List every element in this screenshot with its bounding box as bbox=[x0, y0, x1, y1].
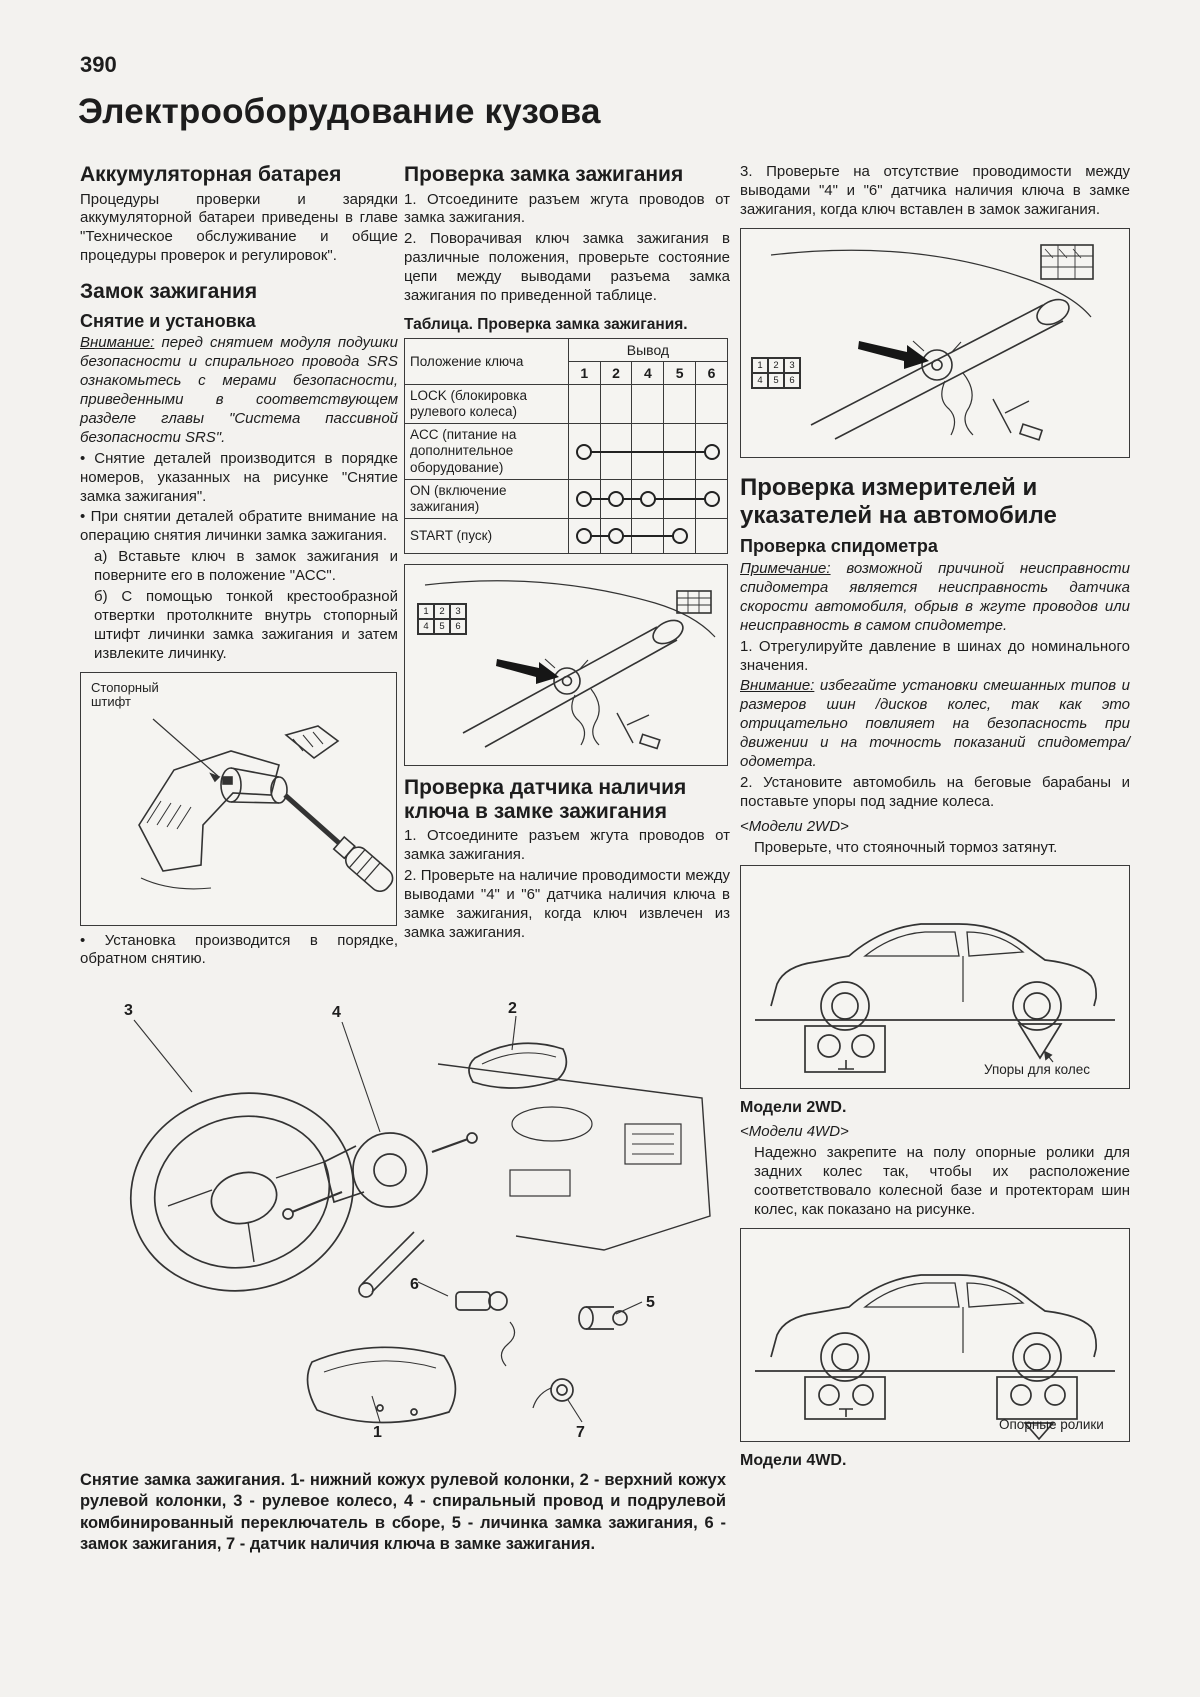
exploded-figure-caption: Снятие замка зажигания. 1- нижний кожух рулевой колонки, 2 - верхний кожух рулевой колонки, 3 - рулевое колесо, 4 - спиральный провод и подрулевой комбинированный переключатель в сборе, 5 - личинка замка зажигания, 6 - замок зажигания, 7 - датчик наличия ключа в замке зажигания. bbox=[80, 1471, 726, 1554]
stopper-pin-label: Стопорный штифт bbox=[91, 679, 159, 710]
sensor-step2: 2. Проверьте на наличие проводимости между выводами "4" и "6" датчика наличия ключа в замке зажигания, когда ключ извлечен из замка зажигания. bbox=[404, 866, 730, 941]
connector-pin: 1 bbox=[418, 604, 434, 619]
speedo-step1: 1. Отрегулируйте давление в шинах до номинального значения. bbox=[740, 637, 1130, 674]
connector-pin: 5 bbox=[434, 619, 450, 634]
terminal-dot bbox=[672, 528, 688, 544]
continuity-cell bbox=[600, 479, 632, 518]
continuity-cell bbox=[632, 519, 664, 554]
ignition-continuity-table bbox=[404, 338, 728, 554]
continuity-cell bbox=[696, 424, 728, 480]
part-number-4: 4 bbox=[332, 1004, 341, 1021]
continuity-cell bbox=[632, 479, 664, 518]
heading-speedo-check: Проверка спидометра bbox=[740, 536, 938, 557]
connector-pin: 3 bbox=[784, 358, 800, 373]
connector-pin: 6 bbox=[784, 373, 800, 388]
speedo-step2: 2. Установите автомобиль на беговые барабаны и поставьте упоры под задние колеса. bbox=[740, 773, 1130, 810]
terminal-header: 2 bbox=[600, 361, 632, 384]
warning-srs: Внимание: перед снятием модуля подушки безопасности и спирального провода SRS ознакомьтесь с мерами безопасности, приведенными в соответствующем разделе главы "Система пассивной безопасности SRS". bbox=[80, 334, 398, 446]
step-b: б) С помощью тонкой крестообразной отвертки протолкните внутрь стопорный штифт личинки замка зажигания и затем извлеките личинку. bbox=[94, 587, 398, 662]
terminal-header: 5 bbox=[664, 361, 696, 384]
continuity-cell bbox=[696, 479, 728, 518]
tag-2wd: <Модели 2WD> bbox=[740, 817, 849, 835]
terminal-dot bbox=[576, 528, 592, 544]
wheel-chocks-label: Упоры для колес bbox=[984, 1062, 1090, 1078]
part-number-5: 5 bbox=[646, 1294, 655, 1311]
warning-tires: Внимание: избегайте установки смешанных типов и размеров шин /дисков колес, так как это отрицательно повлияет на безопасность при движении и на точность показаний спидометра/одометра. bbox=[740, 677, 1130, 771]
figure-car-4wd bbox=[740, 1228, 1130, 1442]
connector-pinout bbox=[751, 357, 801, 389]
table-header-terminal-group: Вывод bbox=[568, 338, 727, 361]
continuity-cell bbox=[664, 519, 696, 554]
figure-lock-cylinder bbox=[80, 672, 397, 926]
terminal-header: 1 bbox=[568, 361, 600, 384]
heading-battery: Аккумуляторная батарея bbox=[80, 163, 342, 186]
bullet-install: • Установка производится в порядке, обратном снятию. bbox=[80, 931, 398, 968]
tag-4wd: <Модели 4WD> bbox=[740, 1123, 849, 1141]
column-middle bbox=[404, 163, 730, 945]
caption-2wd: Модели 2WD. bbox=[740, 1099, 847, 1117]
figure-steering-column-right bbox=[740, 228, 1130, 458]
continuity-cell bbox=[632, 424, 664, 480]
terminal-dot bbox=[576, 444, 592, 460]
support-rollers-label: Опорные ролики bbox=[999, 1416, 1104, 1432]
note-label: Примечание: bbox=[740, 560, 831, 578]
column-left bbox=[80, 163, 398, 971]
continuity-cell bbox=[568, 384, 600, 423]
rollers-note: Надежно закрепите на полу опорные ролики для задних колес так, чтобы их расположение соответствовало колесной базе и протекторам шин колес, как показано на рисунке. bbox=[754, 1144, 1130, 1219]
continuity-cell bbox=[696, 384, 728, 423]
heading-ignition-lock: Замок зажигания bbox=[80, 280, 258, 304]
continuity-cell bbox=[568, 424, 600, 480]
connector-pin: 2 bbox=[768, 358, 784, 373]
car-2wd-drawing bbox=[741, 866, 1129, 1088]
heading-lock-check: Проверка замка зажигания bbox=[404, 163, 684, 186]
figure-car-2wd bbox=[740, 865, 1130, 1089]
part-number-3: 3 bbox=[124, 1002, 133, 1019]
terminal-dot bbox=[608, 491, 624, 507]
connector-pin: 6 bbox=[450, 619, 466, 634]
warning-label: Внимание: bbox=[80, 334, 155, 352]
lock-check-step1: 1. Отсоедините разъем жгута проводов от замка зажигания. bbox=[404, 190, 730, 227]
connector-pin: 4 bbox=[418, 619, 434, 634]
figure-steering-column-middle bbox=[404, 564, 728, 766]
steering-column-drawing bbox=[741, 229, 1129, 457]
terminal-header: 6 bbox=[696, 361, 728, 384]
warning-label: Внимание: bbox=[740, 677, 815, 695]
table-row bbox=[405, 479, 728, 518]
battery-paragraph: Процедуры проверки и зарядки аккумуляторной батареи приведены в главе "Техническое обслуживание и общие процедуры проверок и регулировок". bbox=[80, 190, 398, 265]
terminal-dot bbox=[640, 491, 656, 507]
continuity-cell bbox=[568, 519, 600, 554]
page-title: Электрооборудование кузова bbox=[78, 92, 601, 131]
note-speedo: Примечание: возможной причиной неисправности спидометра является неисправность датчика скорости автомобиля, обрыв в жгуте проводов или неисправность в самом спидометре. bbox=[740, 560, 1130, 634]
step-a: а) Вставьте ключ в замок зажигания и поверните его в положение "АСС". bbox=[94, 548, 398, 585]
table-title: Таблица. Проверка замка зажигания. bbox=[404, 315, 688, 333]
terminal-dot bbox=[704, 444, 720, 460]
figure-lock-removal-exploded bbox=[80, 1000, 726, 1556]
table-row bbox=[405, 519, 728, 554]
page-number: 390 bbox=[80, 52, 117, 77]
heading-gauges-check: Проверка измерителей и указателей на автомобиле bbox=[740, 473, 1057, 529]
terminal-header: 4 bbox=[632, 361, 664, 384]
table-header-key-position: Положение ключа bbox=[405, 338, 569, 384]
part-number-6: 6 bbox=[410, 1276, 419, 1293]
continuity-cell bbox=[664, 479, 696, 518]
parking-brake-note: Проверьте, что стояночный тормоз затянут. bbox=[754, 838, 1058, 856]
part-number-2: 2 bbox=[508, 1000, 517, 1017]
heading-key-sensor-check: Проверка датчика наличия ключа в замке зажигания bbox=[404, 776, 687, 823]
continuity-cell bbox=[600, 384, 632, 423]
car-4wd-drawing bbox=[741, 1229, 1129, 1441]
connector-pin: 2 bbox=[434, 604, 450, 619]
continuity-cell bbox=[696, 519, 728, 554]
bullet-cylinder-note: • При снятии деталей обратите внимание на операцию снятия личинки замка зажигания. bbox=[80, 508, 398, 545]
column-right bbox=[740, 163, 1130, 1476]
key-position-label: LOCK (блокировка рулевого колеса) bbox=[405, 384, 569, 423]
continuity-cell bbox=[600, 424, 632, 480]
terminal-dot bbox=[704, 491, 720, 507]
key-position-label: ON (включение зажигания) bbox=[405, 479, 569, 518]
terminal-dot bbox=[608, 528, 624, 544]
bullet-removal-order: • Снятие деталей производится в порядке номеров, указанных на рисунке "Снятие замка зажигания". bbox=[80, 449, 398, 505]
connector-pin: 1 bbox=[752, 358, 768, 373]
connector-pinout bbox=[417, 603, 467, 635]
continuity-cell bbox=[664, 424, 696, 480]
table-row bbox=[405, 384, 728, 423]
sensor-step1: 1. Отсоедините разъем жгута проводов от замка зажигания. bbox=[404, 827, 730, 864]
connector-pin: 3 bbox=[450, 604, 466, 619]
exploded-diagram bbox=[80, 1000, 726, 1462]
part-number-1: 1 bbox=[373, 1424, 382, 1441]
continuity-cell bbox=[664, 384, 696, 423]
terminal-dot bbox=[576, 491, 592, 507]
heading-removal-install: Снятие и установка bbox=[80, 310, 256, 331]
sensor-step3: 3. Проверьте на отсутствие проводимости между выводами "4" и "6" датчика наличия ключа в замке зажигания, когда ключ вставлен в замок зажигания. bbox=[740, 163, 1130, 218]
continuity-cell bbox=[632, 384, 664, 423]
table-row bbox=[405, 424, 728, 480]
key-position-label: ACC (питание на дополнительное оборудование) bbox=[405, 424, 569, 480]
part-number-7: 7 bbox=[576, 1424, 585, 1441]
caption-4wd: Модели 4WD. bbox=[740, 1451, 847, 1469]
continuity-cell bbox=[568, 479, 600, 518]
key-position-label: START (пуск) bbox=[405, 519, 569, 554]
connector-pin: 5 bbox=[768, 373, 784, 388]
lock-check-step2: 2. Поворачивая ключ замка зажигания в различные положения, проверьте состояние цепи между выводами разъема замка зажигания по приведенной таблице. bbox=[404, 230, 730, 304]
connector-pin: 4 bbox=[752, 373, 768, 388]
steering-column-drawing bbox=[405, 565, 727, 765]
continuity-cell bbox=[600, 519, 632, 554]
